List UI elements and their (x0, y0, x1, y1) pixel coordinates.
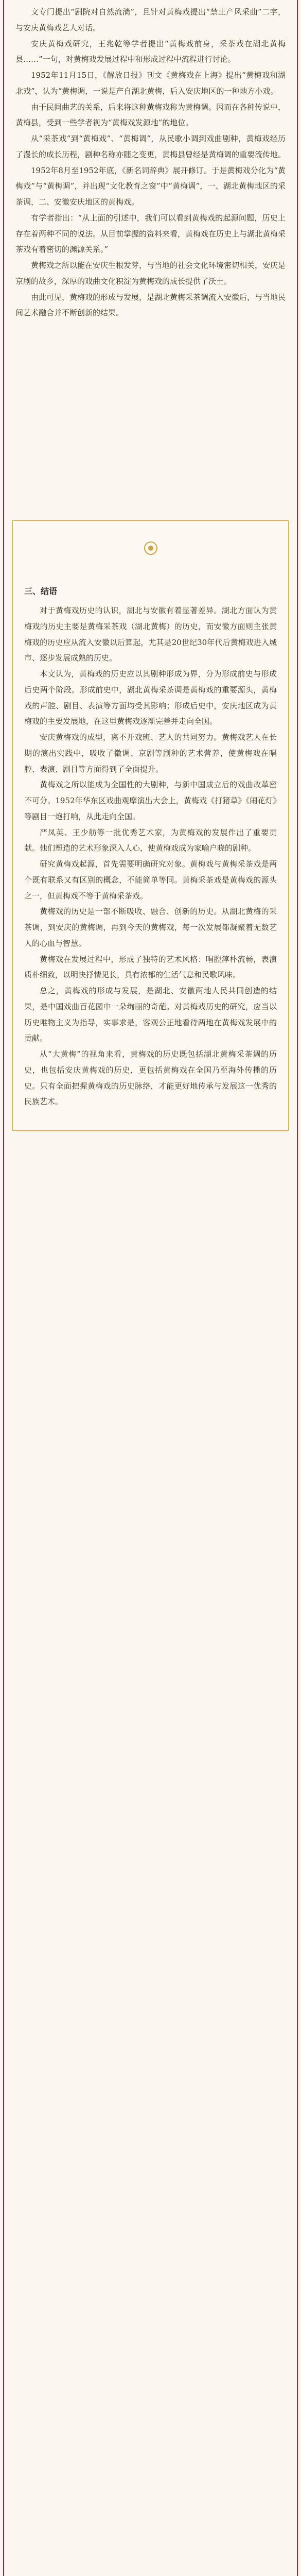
paragraph: 有学者指出：“从上面的引述中，我们可以看到黄梅戏的起源问题，历史上存在着两种不同的说法。从目前掌握的资料来看，黄梅戏在历史上与湖北黄梅采茶戏有着密切的渊源关系。” (15, 213, 286, 255)
paragraph: 黄梅戏之所以能在安庆生根发芽，与当地的社会文化环境密切相关，安庆是京剧的故乡，深厚的戏曲文化积淀为黄梅戏的成长提供了沃土。 (15, 261, 286, 286)
section-paragraph: 对于黄梅戏历史的认识，湖北与安徽有着显著差异。湖北方面认为黄梅戏的历史主要是黄梅采茶戏（湖北黄梅）的历史，而安徽方面则主张黄梅戏的历史应从流入安徽以后算起，尤其是20世纪30年代后黄梅戏进入城市、逐步发展成熟的历史。 (24, 606, 277, 663)
ornament-icon (144, 541, 157, 555)
paragraph: 1952年11月15日，《解放日报》刊文《黄梅戏在上海》提出“黄梅戏和湖北戏”，认为“黄梅调，一说是产自湖北黄梅，后入安庆地区的一种地方小戏。 (15, 71, 286, 96)
article-body (15, 4, 286, 321)
section-paragraph: 研究黄梅戏起源，首先需要明确研究对象。黄梅戏与黄梅采茶戏是两个既有联系又有区别的概念，不能简单等同。黄梅采茶戏是黄梅戏的源头之一，但黄梅戏不等于黄梅采茶戏。 (24, 859, 277, 901)
section-paragraph: 从“大黄梅”的视角来看，黄梅戏的历史既包括湖北黄梅采茶调的历史，也包括安庆黄梅戏的历史，更包括黄梅戏在全国乃至海外传播的历史。只有全面把握黄梅戏的历史脉络，才能更好地传承与发展这一优秀的民族艺术。 (24, 1049, 277, 1107)
section-divider (13, 521, 288, 570)
section-paragraph: 本文认为，黄梅戏的历史应以其剧种形成为界，分为形成前史与形成后史两个阶段。形成前史中，湖北黄梅采茶调是黄梅戏的重要源头，黄梅戏的声腔、剧目、表演等方面均受其影响；形成后史中，安庆地区成为黄梅戏的主要发展地，在这里黄梅戏逐渐完善并走向全国。 (24, 669, 277, 726)
section-paragraph: 严凤英、王少舫等一批优秀艺术家，为黄梅戏的发展作出了重要贡献。他们塑造的艺术形象深入人心，使黄梅戏成为家喻户晓的剧种。 (24, 827, 277, 853)
section-title: 三、结语 (24, 586, 58, 596)
paragraph: 由于民间曲艺的关系，后来将这种黄梅戏称为黄梅调。因而在各种传说中，黄梅县，受到一些学者视为“黄梅戏发源地”的地位。 (15, 102, 286, 128)
paragraph: 由此可见，黄梅戏的形成与发展，是湖北黄梅采茶调流入安徽后，与当地民间艺术融合并不断创新的结果。 (15, 292, 286, 318)
paragraph: 1952年8月至1952年底，《新名词辞典》展开修订。于是黄梅戏分化为“黄梅戏”与“黄梅调”，并出现“文化教育之窗”中“黄梅调”，一、湖北黄梅地区的采茶调，二、安徽安庆地区的黄梅戏。 (15, 165, 286, 207)
section-text (13, 603, 288, 1110)
section-paragraph: 黄梅戏之所以能成为全国性的大剧种，与新中国成立后的戏曲改革密不可分。1952年华东区戏曲观摩演出大会上，黄梅戏《打猪草》《闹花灯》等剧目一炮打响，从此走向全国。 (24, 780, 277, 821)
paragraph: 文专门提出“剧院对自然流淌”，且针对黄梅戏提出“禁止产风采曲”二字，与安庆黄梅戏艺人对话。 (15, 7, 286, 32)
section-paragraph: 总之，黄梅戏的形成与发展，是湖北、安徽两地人民共同创造的结果，是中国戏曲百花园中一朵绚丽的奇葩。对黄梅戏历史的研究，应当以历史唯物主义为指导，实事求是，客观公正地看待两地在黄梅戏发展中的贡献。 (24, 986, 277, 1043)
page-frame (3, 0, 298, 2576)
section-paragraph: 黄梅戏的历史是一部不断吸收、融合、创新的历史。从湖北黄梅的采茶调，到安庆的黄梅调，再到今天的黄梅戏，每一次发展都凝聚着无数艺人的心血与智慧。 (24, 907, 277, 948)
paragraph: 安庆黄梅戏研究，王兆乾等学者提出“黄梅戏前身，采茶戏在湖北黄梅县……”一句，对黄梅戏发展过程中和形成过程中流程进行讨论。 (15, 39, 286, 64)
paragraph: 从“采茶戏”到“黄梅戏”、“黄梅调”，从民歌小调到戏曲剧种，黄梅戏经历了漫长的成长历程，剧种名称亦随之变更，黄梅县曾经是黄梅调的重要流传地。 (15, 134, 286, 159)
section-paragraph: 安庆黄梅戏的成型，离不开戏班、艺人的共同努力。黄梅戏艺人在长期的演出实践中，吸收了徽调、京剧等剧种的艺术营养，使黄梅戏在唱腔、表演、剧目等方面得到了全面提升。 (24, 733, 277, 774)
section-paragraph: 黄梅戏在发展过程中，形成了独特的艺术风格：唱腔淳朴流畅，表演质朴细致，以明快抒情见长，具有浓郁的生活气息和民歌风味。 (24, 954, 277, 980)
conclusion-section (12, 520, 289, 1131)
